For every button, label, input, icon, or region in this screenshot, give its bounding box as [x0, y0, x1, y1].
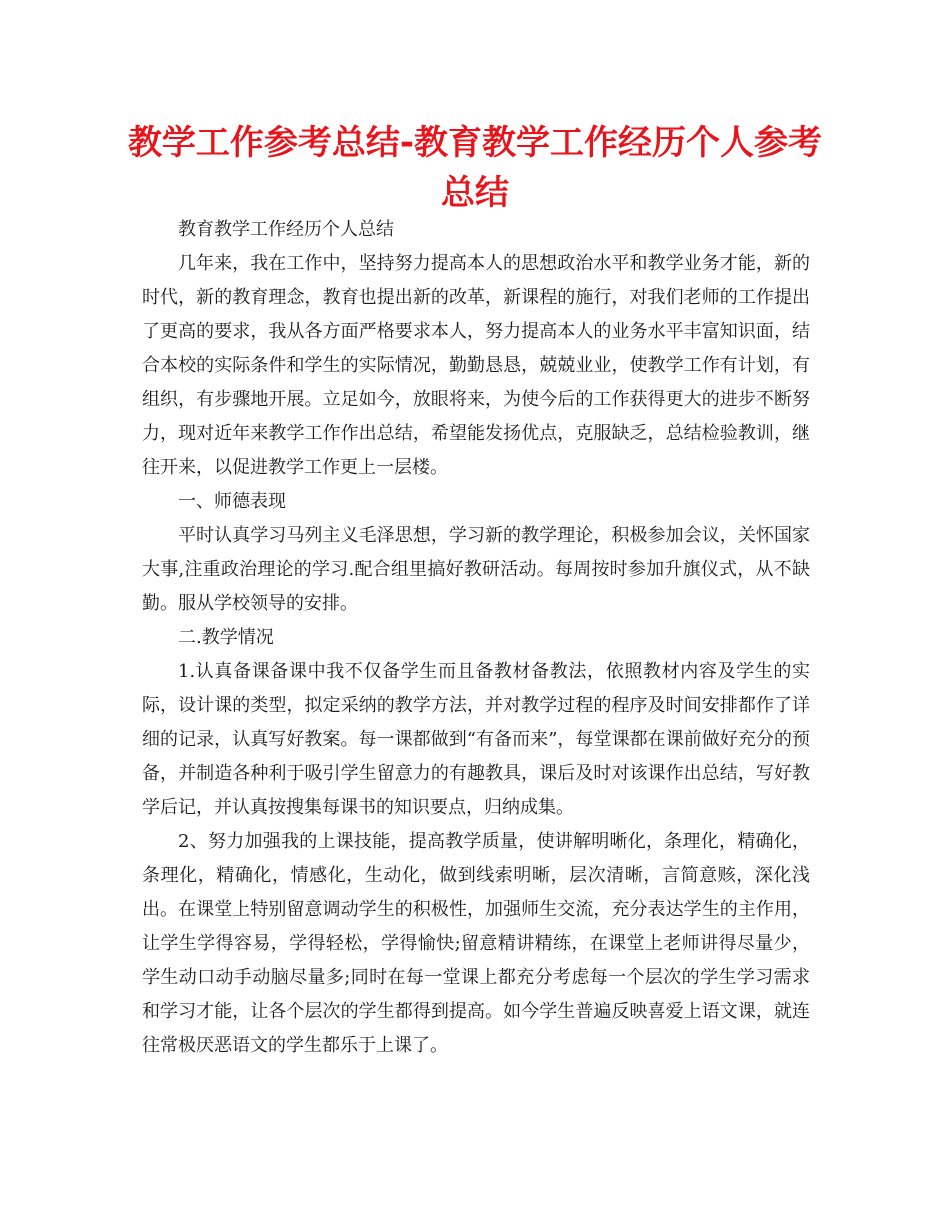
document-title: 教学工作参考总结-教育教学工作经历个人参考总结 — [127, 123, 823, 213]
document-body — [142, 213, 810, 1063]
paragraph-lesson-prep: 1.认真备课备课中我不仅备学生而且备教材备教法，依照教材内容及学生的实际，设计课的类型，拟定采纳的教学方法，并对教学过程的程序及时间安排都作了详细的记录，认真写好教案。每一课都做到“有备而来”，每堂课都在课前做好充分的预备，并制造各种利于吸引学生留意力的有趣教具，课后及时对该课作出总结，写好教学后记，并认真按搜集每课书的知识要点，归纳成集。 — [142, 661, 810, 818]
paragraph-intro: 几年来，我在工作中，坚持努力提高本人的思想政治水平和教学业务才能，新的时代，新的教育理念，教育也提出新的改革，新课程的施行，对我们老师的工作提出了更高的要求，我从各方面严格要求本人，努力提高本人的业务水平丰富知识面，结合本校的实际条件和学生的实际情况，勤勤恳恳，兢兢业业，使教学工作有计划，有组织，有步骤地开展。立足如今，放眼将来，为使今后的工作获得更大的进步不断努力，现对近年来教学工作作出总结，希望能发扬优点，克服缺乏，总结检验教训，继往开来，以促进教学工作更上一层楼。 — [142, 253, 810, 478]
paragraph-teaching-skills: 2、努力加强我的上课技能，提高教学质量，使讲解明晰化，条理化，精确化，条理化，精确化，情感化，生动化，做到线索明晰，层次清晰，言简意赅，深化浅出。在课堂上特别留意调动学生的积极性，加强师生交流，充分表达学生的主作用，让学生学得容易，学得轻松，学得愉快;留意精讲精练，在课堂上老师讲得尽量少，学生动口动手动脑尽量多;同时在每一堂课上都充分考虑每一个层次的学生学习需求和学习才能，让各个层次的学生都得到提高。如今学生普遍反映喜爱上语文课，就连往常极厌恶语文的学生都乐于上课了。 — [142, 831, 810, 1056]
section-heading-teaching: 二.教学情况 — [178, 627, 274, 648]
paragraph-ethics: 平时认真学习马列主义毛泽思想，学习新的教学理论，积极参加会议，关怀国家大事,注重政治理论的学习.配合组里搞好教研活动。每周按时参加升旗仪式，从不缺勤。服从学校领导的安排。 — [142, 525, 810, 614]
document-subtitle: 教育教学工作经历个人总结 — [178, 219, 394, 240]
section-heading-ethics: 一、师德表现 — [178, 491, 286, 512]
